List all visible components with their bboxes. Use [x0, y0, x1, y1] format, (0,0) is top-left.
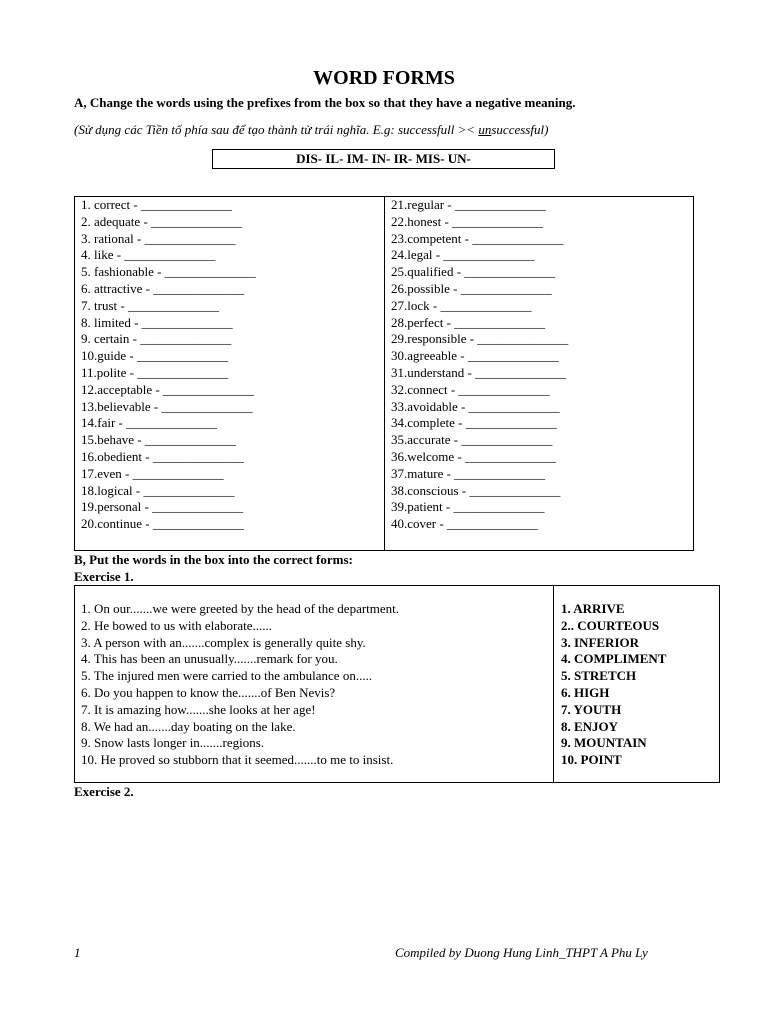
word-item: 14.fair - ______________ — [81, 415, 218, 431]
word-bank-item: 1. ARRIVE — [561, 601, 625, 616]
word-item: 37.mature - ______________ — [391, 465, 546, 481]
section-b-heading: B, Put the words in the box into the correct forms: — [74, 552, 353, 567]
word-item: 30.agreeable - ______________ — [391, 348, 559, 364]
word-item: 36.welcome - ______________ — [391, 448, 557, 464]
sentence-item: 1. On our.......we were greeted by the head of the department. — [81, 601, 400, 616]
word-item: 21.regular - ______________ — [391, 197, 546, 212]
word-bank-item: 6. HIGH — [561, 684, 610, 700]
word-item: 7. trust - ______________ — [81, 297, 219, 313]
word-item: 39.patient - ______________ — [391, 499, 545, 515]
sentence-item: 6. Do you happen to know the.......of Ben Nevis? — [81, 684, 336, 700]
word-bank-item: 2.. COURTEOUS — [561, 617, 660, 633]
word-item: 2. adequate - ______________ — [81, 213, 243, 229]
footer-credit: Compiled by Duong Hung Linh_THPT A Phu Ly — [395, 945, 648, 960]
word-item: 12.acceptable - ______________ — [81, 381, 254, 397]
word-bank-item: 5. STRETCH — [561, 668, 637, 684]
word-item: 28.perfect - ______________ — [391, 314, 546, 330]
word-item: 38.conscious - ______________ — [391, 482, 561, 498]
word-item: 31.understand - ______________ — [391, 364, 567, 380]
word-item: 22.honest - ______________ — [391, 213, 544, 229]
sentence-item: 5. The injured men were carried to the ambulance on..... — [81, 668, 373, 684]
note-text-after: successful) — [491, 122, 549, 137]
word-item: 23.competent - ______________ — [391, 230, 564, 246]
word-column-right — [385, 197, 693, 550]
sentence-item: 7. It is amazing how.......she looks at her age! — [81, 701, 316, 717]
sentence-item: 3. A person with an.......complex is generally quite shy. — [81, 634, 366, 650]
word-column-left — [75, 197, 385, 550]
word-item: 40.cover - ______________ — [391, 516, 538, 532]
word-item: 1. correct - ______________ — [81, 197, 232, 212]
word-item: 17.even - ______________ — [81, 465, 224, 481]
word-bank-list — [561, 601, 666, 769]
sentence-item: 8. We had an.......day boating on the lake. — [81, 718, 296, 734]
word-item: 24.legal - ______________ — [391, 247, 535, 263]
sentence-item: 4. This has been an unusually.......remark for you. — [81, 651, 338, 667]
sentence-list — [81, 601, 399, 769]
sentence-item: 9. Snow lasts longer in.......regions. — [81, 735, 265, 751]
word-bank-item: 8. ENJOY — [561, 718, 619, 734]
word-item: 20.continue - ______________ — [81, 516, 244, 532]
page-title: WORD FORMS — [313, 67, 455, 89]
word-item: 34.complete - ______________ — [391, 415, 557, 431]
word-item: 13.believable - ______________ — [81, 398, 253, 414]
section-a-heading: A, Change the words using the prefixes from the box so that they have a negative meaning. — [74, 95, 576, 110]
prefix-box: DIS- IL- IM- IN- IR- MIS- UN- — [212, 149, 555, 169]
word-table — [74, 196, 694, 551]
word-item: 25.qualified - ______________ — [391, 264, 556, 280]
exercise-2-label: Exercise 2. — [74, 784, 134, 799]
word-item: 19.personal - ______________ — [81, 499, 244, 515]
word-item: 8. limited - ______________ — [81, 314, 233, 330]
word-bank-item: 10. POINT — [561, 752, 622, 768]
page-number: 1 — [74, 945, 81, 960]
word-list-left — [81, 197, 256, 533]
word-item: 10.guide - ______________ — [81, 348, 228, 364]
word-item: 4. like - ______________ — [81, 247, 216, 263]
word-item: 32.connect - ______________ — [391, 381, 550, 397]
sentence-column — [75, 586, 554, 782]
word-item: 5. fashionable - ______________ — [81, 264, 256, 280]
word-item: 6. attractive - ______________ — [81, 280, 245, 296]
word-item: 29.responsible - ______________ — [391, 331, 569, 347]
word-item: 11.polite - ______________ — [81, 364, 229, 380]
section-a-note — [74, 122, 548, 138]
word-item: 3. rational - ______________ — [81, 230, 236, 246]
word-item: 18.logical - ______________ — [81, 482, 235, 498]
sentence-item: 2. He bowed to us with elaborate...... — [81, 617, 272, 633]
sentence-item: 10. He proved so stubborn that it seemed.......to me to insist. — [81, 752, 394, 768]
exercise-1-label: Exercise 1. — [74, 569, 134, 584]
word-item: 16.obedient - ______________ — [81, 448, 244, 464]
word-item: 33.avoidable - ______________ — [391, 398, 560, 414]
word-item: 15.behave - ______________ — [81, 432, 236, 448]
word-item: 26.possible - ______________ — [391, 280, 552, 296]
word-item: 27.lock - ______________ — [391, 297, 532, 313]
word-bank-item: 3. INFERIOR — [561, 634, 640, 650]
word-bank-item: 7. YOUTH — [561, 701, 622, 717]
word-bank-item: 4. COMPLIMENT — [561, 651, 667, 667]
word-bank-item: 9. MOUNTAIN — [561, 735, 647, 751]
word-item: 35.accurate - ______________ — [391, 432, 553, 448]
note-underlined-prefix: un — [478, 122, 492, 137]
word-item: 9. certain - ______________ — [81, 331, 232, 347]
note-text-before: (Sử dụng các Tiền tố phía sau để tạo thành từ trái nghĩa. E.g: successfull >< — [74, 122, 479, 137]
word-list-right — [391, 197, 568, 533]
exercise-1-box — [74, 585, 720, 783]
